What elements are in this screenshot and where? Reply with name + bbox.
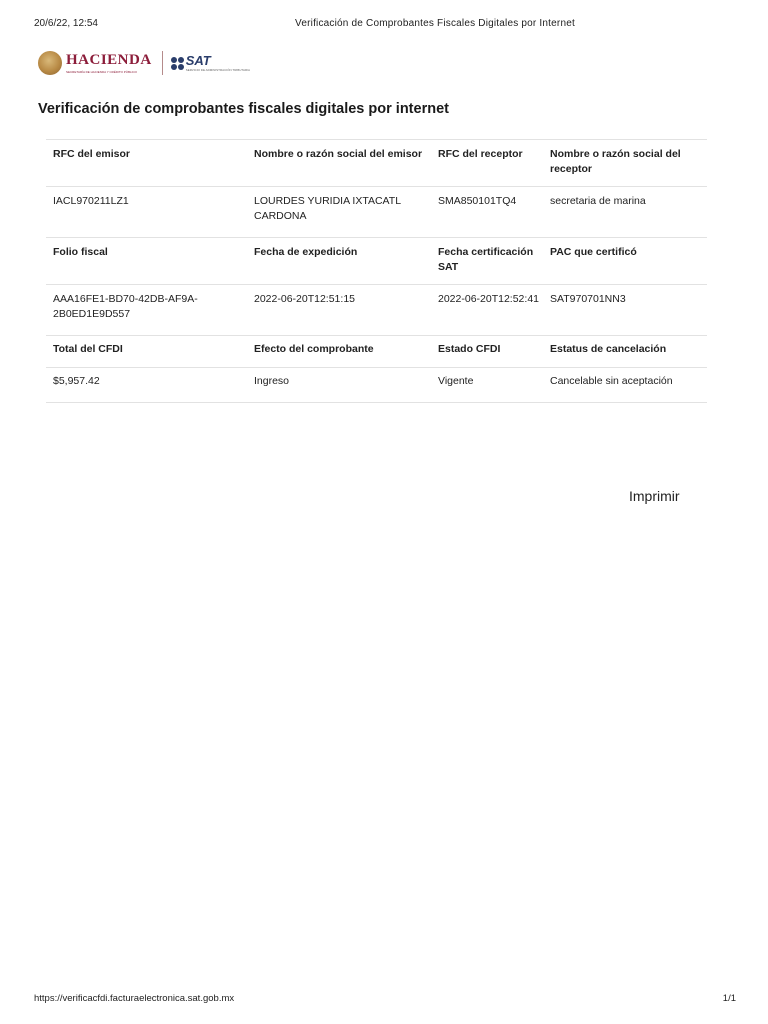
header-nombre-receptor: Nombre o razón social del receptor — [550, 148, 681, 175]
value-efecto: Ingreso — [254, 375, 290, 387]
print-document-title: Verificación de Comprobantes Fiscales Digitales por Internet — [295, 18, 575, 29]
sat-logo-subtitle: SERVICIO DE ADMINISTRACIÓN TRIBUTARIA — [185, 68, 251, 72]
print-button[interactable]: Imprimir — [629, 488, 680, 504]
print-footer-url: https://verificacfdi.facturaelectronica.sat.gob.mx — [34, 993, 235, 1004]
sat-logo — [171, 54, 250, 72]
verification-results-table — [46, 139, 707, 403]
hacienda-logo — [66, 53, 152, 74]
header-rfc-emisor: RFC del emisor — [53, 148, 131, 160]
header-logos — [38, 46, 250, 80]
sat-dots-icon — [171, 57, 184, 70]
header-pac: PAC que certificó — [550, 246, 637, 258]
sat-logo-text: SAT — [185, 53, 211, 68]
value-folio-fiscal: AAA16FE1-BD70-42DB-AF9A-2B0ED1E9D557 — [53, 293, 198, 320]
hacienda-logo-subtitle: SECRETARÍA DE HACIENDA Y CRÉDITO PÚBLICO — [66, 69, 137, 74]
header-estatus-cancelacion: Estatus de cancelación — [550, 343, 667, 355]
value-fecha-certificacion: 2022-06-20T12:52:41 — [438, 293, 539, 305]
print-footer-page: 1/1 — [722, 993, 736, 1004]
logo-divider — [162, 51, 163, 75]
hacienda-logo-text: HACIENDA — [66, 51, 152, 68]
value-row-folio-dates — [46, 285, 707, 336]
value-fecha-expedicion: 2022-06-20T12:51:15 — [254, 293, 355, 305]
value-rfc-receptor: SMA850101TQ4 — [438, 195, 517, 207]
header-estado-cfdi: Estado CFDI — [438, 343, 501, 355]
value-nombre-receptor: secretaria de marina — [550, 195, 646, 207]
print-header — [0, 16, 768, 32]
header-row-total-status — [46, 336, 707, 368]
value-total-cfdi: $5,957.42 — [53, 375, 100, 387]
page-title: Verificación de comprobantes fiscales digitales por internet — [38, 101, 449, 117]
header-row-folio-dates — [46, 238, 707, 285]
value-nombre-emisor: LOURDES YURIDIA IXTACATL CARDONA — [254, 195, 401, 222]
value-rfc-emisor: IACL970211LZ1 — [53, 195, 129, 207]
value-row-emitter-receiver — [46, 187, 707, 238]
header-folio-fiscal: Folio fiscal — [53, 246, 108, 258]
value-pac: SAT970701NN3 — [550, 293, 626, 305]
header-total-cfdi: Total del CFDI — [53, 343, 123, 355]
value-row-total-status — [46, 368, 707, 403]
header-efecto: Efecto del comprobante — [254, 343, 374, 355]
value-estado-cfdi: Vigente — [438, 375, 474, 387]
header-row-emitter-receiver — [46, 140, 707, 187]
header-fecha-expedicion: Fecha de expedición — [254, 246, 358, 258]
print-datetime: 20/6/22, 12:54 — [34, 18, 98, 29]
header-rfc-receptor: RFC del receptor — [438, 148, 523, 160]
header-nombre-emisor: Nombre o razón social del emisor — [254, 148, 423, 160]
hacienda-seal-icon — [38, 51, 62, 75]
header-fecha-certificacion: Fecha certificación SAT — [438, 246, 534, 273]
value-estatus-cancelacion: Cancelable sin aceptación — [550, 375, 673, 387]
